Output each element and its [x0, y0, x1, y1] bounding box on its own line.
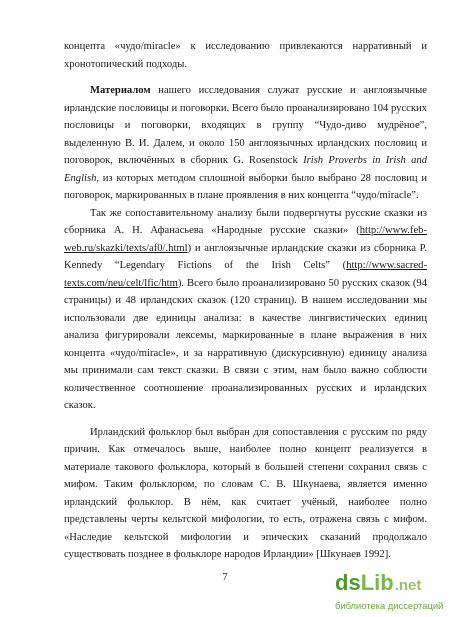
- paragraph-text: ) и англоязычные ирландские сказки из сборника P. Kennedy “Legendary Fictions of the Irish Celts” (: [64, 242, 427, 271]
- link-sacred-texts[interactable]: http://www.sacred-texts.com/neu/celt/lfic/htm: [64, 260, 427, 289]
- dslib-logo: [335, 570, 421, 598]
- paragraph-material: [64, 82, 427, 205]
- paragraph-text: Ирландский фольклор был выбран для сопоставления с русским по ряду причин. Как отмечалось выше, наиболее полно концепт реализуется в материале такового фольклора, который в большей степени сохранил связь с мифом. Таким фольклором, по словам С. В. Шкунаева, является именно ирландский фольклор. В нём, как считает учёный, наиболее полно представлены черты кельтской мифологии, то есть, отражена связь с мифом. «Наследие кельтской мифологии и эпических сказаний продолжало существовать позднее в фольклоре народов Ирландии» [Шкунаев 1992].: [64, 426, 427, 560]
- paragraph-text: Так же сопоставительному анализу были подвергнуты русские сказки из сборника А. Н. Афанасьева «Народные русские сказки» (: [64, 207, 427, 236]
- paragraph-tales: [64, 205, 427, 415]
- paragraph-text: нашего исследования служат русские и англоязычные ирландские пословицы и поговорки. Всего было проанализировано 104 русских пословицы и поговорки, входящих в группу “Чудо-диво мудрёное”, выделенную В. И. Далем, и около 150 англоязычных ирландских пословиц и поговорок, включённых в сборник G. Rosenstock: [64, 85, 427, 166]
- logo-lib: Lib: [360, 570, 394, 595]
- paragraph-approach: [64, 38, 427, 73]
- term-material: Материалом: [90, 85, 151, 96]
- logo-ds: ds: [335, 570, 361, 595]
- book-title: Irish Proverbs in Irish and English: [64, 155, 427, 184]
- paragraph-irish-folklore: [64, 424, 427, 564]
- page-number: 7: [222, 572, 228, 583]
- logo-net: .net: [394, 577, 422, 594]
- dslib-watermark: [335, 570, 447, 614]
- document-body: [64, 38, 427, 564]
- link-feb-web[interactable]: http://www.feb-web.ru/skazki/texts/af0/.html: [64, 225, 427, 254]
- paragraph-text: ). Всего было проанализировано 50 русских сказок (94 страницы) и 48 ирландских сказок (120 страниц). В нашем исследовании мы использовали две единицы анализа: в качестве лингвистических единиц анализа фигурировали лексемы, маркированные в плане выражения в них концепта «чудо/miracle», и за нарративную (дискурсивную) единицу анализа мы принимали сам текст сказки. В связи с этим, нам было важно соблюсти количественное соотношение проанализированных русских и ирландских сказок.: [64, 277, 427, 411]
- paragraph-text: , из которых методом сплошной выборки было выбрано 28 пословиц и поговорок, маркированных в плане проявления в них концепта “чудо/miracle”.: [64, 172, 427, 201]
- paragraph-text: концепта «чудо/miracle» к исследованию привлекаются нарративный и хронотопический подходы.: [64, 41, 427, 70]
- watermark-caption: библиотека диссертаций: [335, 600, 444, 611]
